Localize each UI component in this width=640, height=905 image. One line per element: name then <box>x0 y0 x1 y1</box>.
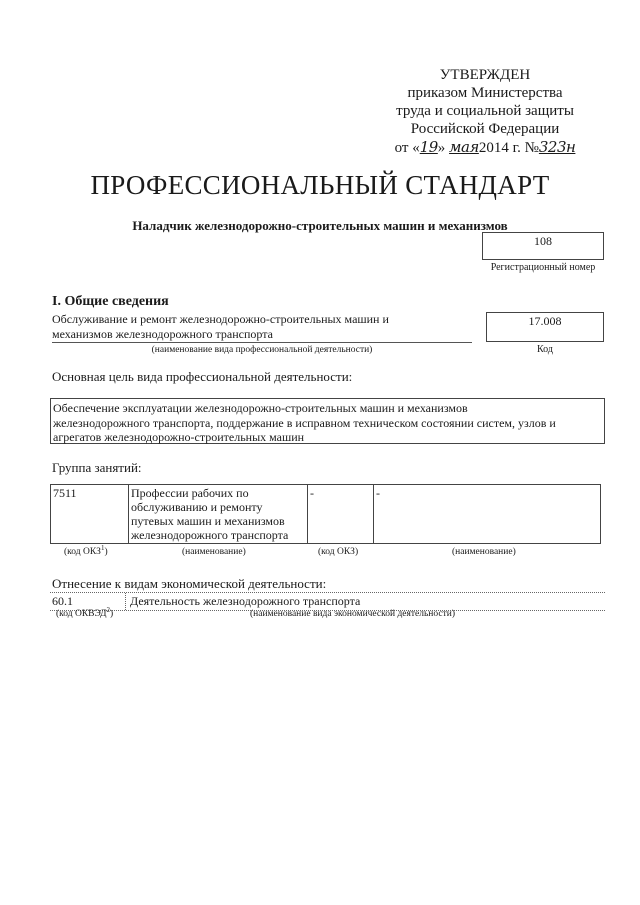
section-heading: I. Общие сведения <box>52 294 169 309</box>
occupation-group-label: Группа занятий: <box>52 460 142 475</box>
date-mid: » <box>437 140 450 156</box>
okved-caption-end: ) <box>109 609 114 619</box>
goal-label: Основная цель вида профессиональной деятельности: <box>52 369 353 384</box>
activity-kind-caption: (наименование вида профессиональной деятельности) <box>151 345 373 355</box>
footnote-mark: 2 <box>106 605 110 614</box>
registration-number-box: 108 <box>482 232 604 260</box>
economic-activity-label: Отнесение к видам экономической деятельности: <box>52 576 327 591</box>
activity-kind-line2: механизмов железнодорожного транспорта <box>52 327 273 341</box>
footnote-mark: 1 <box>100 543 105 552</box>
approval-heading: УТВЕРЖДЕН <box>439 67 531 83</box>
activity-kind-name <box>52 312 472 343</box>
approval-line-labour: труда и социальной защиты <box>396 103 574 119</box>
goal-line2: железнодорожного транспорта, поддержание в исправном техническом состоянии систем, узлов и <box>53 415 556 430</box>
occupation-name-line1: Профессии рабочих по <box>131 486 249 500</box>
document-title: ПРОФЕССИОНАЛЬНЫЙ СТАНДАРТ <box>90 170 550 200</box>
approval-date-line <box>360 138 610 157</box>
occupation-name-caption-2: (наименование) <box>452 547 516 557</box>
activity-kind-line1: Обслуживание и ремонт железнодорожно-строительных машин и <box>52 312 389 326</box>
occupation-name-line3: путевых машин и механизмов <box>131 514 285 528</box>
order-number: 323н <box>538 138 576 156</box>
registration-number-label: Регистрационный номер <box>490 262 596 273</box>
table-row <box>51 485 601 544</box>
document-subtitle: Наладчик железнодорожно-строительных машин и механизмов <box>132 218 508 233</box>
date-day: 19 <box>419 138 438 156</box>
okz-caption-end: ) <box>104 547 108 557</box>
okved-code: 60.1 <box>52 594 73 608</box>
occupation-name-caption: (наименование) <box>182 547 246 557</box>
okved-caption-text: (код ОКВЭД <box>56 609 107 619</box>
goal-line3: агрегатов железнодорожно-строительных машин <box>53 430 305 444</box>
okz-code-caption-2: (код ОКЗ) <box>318 547 359 557</box>
goal-line1: Обеспечение эксплуатации железнодорожно-строительных машин и механизмов <box>53 401 468 415</box>
occupation-name-cell <box>129 485 308 544</box>
occupation-name-cell-2: - <box>374 485 601 544</box>
approval-line-ministry: приказом Министерства <box>407 85 563 101</box>
occupation-name-line4: железнодорожного транспорта <box>131 528 289 542</box>
okved-code-caption <box>56 605 114 619</box>
approval-block <box>360 66 610 157</box>
okz-code-cell-2: - <box>308 485 374 544</box>
goal-box <box>50 398 605 444</box>
economic-activity-caption: (наименование вида экономической деятельности) <box>250 609 455 619</box>
date-month: мая <box>449 138 479 156</box>
okz-caption-text: (код ОКЗ <box>64 547 101 557</box>
activity-code-caption: Код <box>537 344 553 355</box>
approval-line-federation: Российской Федерации <box>410 121 560 137</box>
okz-code-caption <box>64 543 108 557</box>
date-year: 2014 г. № <box>478 140 539 156</box>
column-divider <box>125 593 126 610</box>
activity-code-box: 17.008 <box>486 312 604 342</box>
okz-code-cell: 7511 <box>51 485 129 544</box>
date-prefix: от « <box>394 140 420 156</box>
occupation-name-line2: обслуживанию и ремонту <box>131 500 263 514</box>
economic-activity-name: Деятельность железнодорожного транспорта <box>130 594 361 608</box>
occupation-group-table <box>50 484 601 544</box>
